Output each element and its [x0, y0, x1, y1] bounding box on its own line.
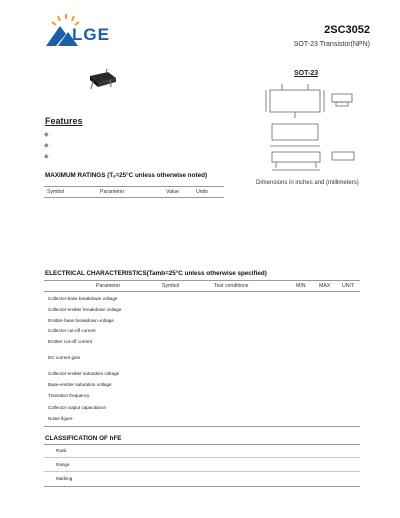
electrical-row-values: · · · · · · · · · · · · · · — [160, 371, 275, 376]
max-ratings-row: · · · · · · · · · · · · · — [50, 251, 156, 256]
electrical-row-values: · · · · · · · · · · · · · · — [160, 307, 275, 312]
package-label: SOT-23 — [294, 70, 319, 77]
feature-item: ◆ · · · · · · · · · · · · · · · · · · · · · — [44, 132, 224, 138]
transistor-image — [86, 68, 120, 92]
header-min: MIN — [296, 283, 306, 289]
header-unit: UNIT — [342, 283, 355, 289]
header-parameter: Parameter — [100, 189, 125, 195]
electrical-row-label: Collector-emitter saturation voltage — [48, 371, 120, 376]
sun-rays-icon — [52, 14, 79, 25]
electrical-row-label: Base-emitter saturation voltage — [48, 382, 112, 387]
electrical-row-values: · · · · · · · · · — [190, 361, 262, 366]
table-rule — [44, 291, 360, 292]
package-outline-diagram — [262, 80, 362, 180]
part-subtitle: SOT-23 Transistor(NPN) — [293, 41, 370, 48]
feature-item: ◆ · · · · · · · · · · · · · · · · · · · · — [44, 154, 216, 160]
electrical-row-label: Collector-emitter breakdown voltage — [48, 307, 122, 312]
table-rule — [44, 471, 360, 472]
electrical-row-values: · · · · · · · · · — [190, 350, 262, 355]
electrical-row-values: · · · · · · · · · · · · · · — [160, 296, 275, 301]
table-rule — [44, 426, 360, 427]
table-rule — [44, 486, 360, 487]
electrical-row-values: · · · · · · · · · · · · · · — [160, 405, 275, 410]
electrical-row-label: DC current gain — [48, 355, 81, 360]
max-ratings-row: · · · · · · · · · · · · · — [50, 210, 156, 215]
header-parameter: Parameter — [96, 283, 121, 289]
max-ratings-heading: MAXIMUM RATINGS (Tₐ=25°C unless otherwise noted) — [45, 172, 208, 179]
classification-heading: CLASSIFICATION OF hFE — [45, 435, 122, 442]
header-max: MAX — [319, 283, 331, 289]
classification-row-label: Range — [56, 462, 70, 467]
max-ratings-row: · · · · · · · · · · · · · — [50, 220, 156, 225]
table-rule — [44, 280, 360, 281]
header-units: Units — [196, 189, 208, 195]
electrical-row-label: Transition frequency — [48, 393, 90, 398]
table-rule — [44, 457, 360, 458]
electrical-row-label: Noise figure — [48, 416, 73, 421]
classification-row-label: Marking — [56, 476, 73, 481]
electrical-row-label: Collector-base breakdown voltage — [48, 296, 118, 301]
features-heading: Features — [45, 116, 83, 126]
dimensions-note: Dimensions in inches and (millimeters) — [256, 180, 359, 186]
header-symbol: Symbol — [47, 189, 65, 195]
table-rule — [44, 197, 224, 198]
electrical-heading: ELECTRICAL CHARACTERISTICS(Tamb=25°C unless otherwise specified) — [45, 270, 267, 277]
max-ratings-row: · · · · · · · · · · · · · — [50, 231, 156, 236]
max-ratings-row: · · · · · · · · · · · · · — [50, 260, 156, 265]
brand-name: LGE — [72, 25, 110, 44]
electrical-row-label: Emitter-base breakdown voltage — [48, 318, 114, 323]
electrical-row-label: Collector cut-off current — [48, 328, 96, 333]
max-ratings-row: · · · · · · · · · · · · · — [50, 241, 156, 246]
electrical-row-values: · · · · · · · · · · · · · · — [160, 393, 275, 398]
header-value: Value — [166, 189, 179, 195]
part-number: 2SC3052 — [324, 24, 370, 36]
electrical-row-values: · · · · · · · · · · · · · · — [160, 318, 275, 323]
electrical-row-values: · · · · · · · · · · · · · · — [160, 382, 275, 387]
electrical-row-values: · · · · · · · · · · · · · · — [160, 339, 275, 344]
table-rule — [44, 186, 224, 187]
electrical-row-label: Emitter cut-off current — [48, 339, 93, 344]
electrical-row-label: Collector output capacitance — [48, 405, 106, 410]
classification-row-label: Rank — [56, 448, 67, 453]
max-ratings-row: · · · · · · · · · · · · · — [50, 200, 156, 205]
header-symbol: Symbol — [162, 283, 180, 289]
table-rule — [44, 444, 360, 445]
electrical-row-values: · · · · · · · · · · · · · · — [160, 416, 275, 421]
electrical-row-values: · · · · · · · · · · · · · · — [160, 328, 275, 333]
header-test-conditions: Test conditions — [214, 283, 249, 289]
feature-item: ◆ · · · · · · · · · · · · · · · · · · · — [44, 143, 207, 149]
